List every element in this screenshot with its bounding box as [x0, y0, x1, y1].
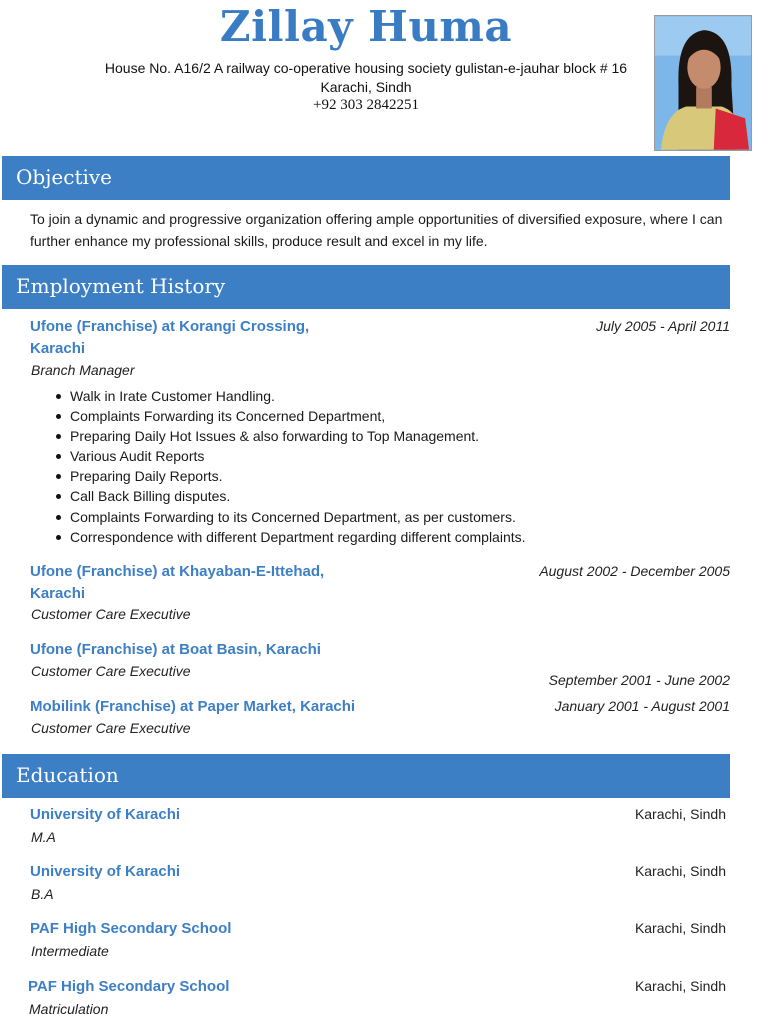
address-line-1: House No. A16/2 A railway co-operative housing society gulistan-e-jauhar block # 16 — [104, 60, 628, 76]
address-line-2: Karachi, Sindh — [320, 79, 412, 95]
list-item: Preparing Daily Reports. — [52, 466, 526, 486]
bullet-icon — [56, 394, 61, 399]
job-2-role: Customer Care Executive — [31, 606, 191, 622]
job-4-employer-line-1: Mobilink (Franchise) at Paper Market, Karachi — [30, 698, 356, 715]
education-4-school: PAF High Secondary School — [28, 978, 230, 995]
profile-photo — [654, 15, 752, 151]
objective-heading: Objective — [16, 165, 113, 189]
education-3-school: PAF High Secondary School — [30, 920, 232, 937]
job-1-role: Branch Manager — [31, 362, 135, 378]
portrait-icon — [655, 16, 751, 150]
list-item: Complaints Forwarding its Concerned Department, — [52, 406, 526, 426]
job-4-role: Customer Care Executive — [31, 720, 191, 736]
job-1-dates: July 2005 - April 2011 — [596, 318, 730, 334]
bullet-icon — [56, 414, 61, 419]
job-1-employer-line-2: Karachi — [30, 340, 86, 357]
education-heading: Education — [16, 763, 119, 787]
list-item: Walk in Irate Customer Handling. — [52, 386, 526, 406]
education-1-location: Karachi, Sindh — [634, 806, 726, 822]
education-4-location: Karachi, Sindh — [634, 978, 726, 994]
education-1-school: University of Karachi — [30, 806, 181, 823]
objective-text: To join a dynamic and progressive organization offering ample opportunities of diversified exposure, where I can further enhance my professional skills, produce result and excel in my life. — [30, 211, 723, 249]
education-3-location: Karachi, Sindh — [634, 920, 726, 936]
job-2-employer — [30, 561, 324, 605]
education-2-location: Karachi, Sindh — [634, 863, 726, 879]
education-3-degree: Intermediate — [31, 943, 109, 959]
address — [0, 59, 732, 97]
education-2-school: University of Karachi — [30, 863, 181, 880]
bullet-icon — [56, 454, 61, 459]
job-3-role: Customer Care Executive — [31, 663, 191, 679]
bullet-icon — [56, 434, 61, 439]
education-1-degree: M.A — [31, 829, 56, 845]
job-4-employer — [30, 696, 355, 718]
education-4-degree: Matriculation — [29, 1001, 109, 1017]
job-4-dates: January 2001 - August 2001 — [554, 698, 730, 714]
employment-heading: Employment History — [16, 274, 226, 298]
bullet-icon — [56, 474, 61, 479]
job-3-employer-line-1: Ufone (Franchise) at Boat Basin, Karachi — [30, 641, 321, 658]
job-2-dates: August 2002 - December 2005 — [539, 563, 730, 579]
objective-heading-band — [2, 156, 730, 200]
education-heading-band — [2, 754, 730, 798]
bullet-icon — [56, 494, 61, 499]
list-item: Preparing Daily Hot Issues & also forwarding to Top Management. — [52, 426, 526, 446]
education-2-degree: B.A — [31, 886, 54, 902]
job-1-employer — [30, 316, 309, 360]
bullet-icon — [56, 515, 61, 520]
job-3-employer — [30, 639, 321, 661]
employment-heading-band — [2, 265, 730, 309]
job-3-dates: September 2001 - June 2002 — [548, 672, 730, 688]
job-2-employer-line-1: Ufone (Franchise) at Khayaban-E-Ittehad, — [30, 563, 325, 580]
list-item: Complaints Forwarding to its Concerned Department, as per customers. — [52, 507, 526, 527]
job-2-employer-line-2: Karachi — [30, 585, 86, 602]
list-item: Correspondence with different Department regarding different complaints. — [52, 527, 526, 547]
list-item: Various Audit Reports — [52, 446, 526, 466]
phone-number: +92 303 2842251 — [313, 97, 419, 113]
list-item: Call Back Billing disputes. — [52, 486, 526, 506]
candidate-name: Zillay Huma — [219, 2, 513, 51]
bullet-icon — [56, 535, 61, 540]
job-1-employer-line-1: Ufone (Franchise) at Korangi Crossing, — [30, 318, 310, 335]
job-1-duties — [52, 386, 526, 547]
